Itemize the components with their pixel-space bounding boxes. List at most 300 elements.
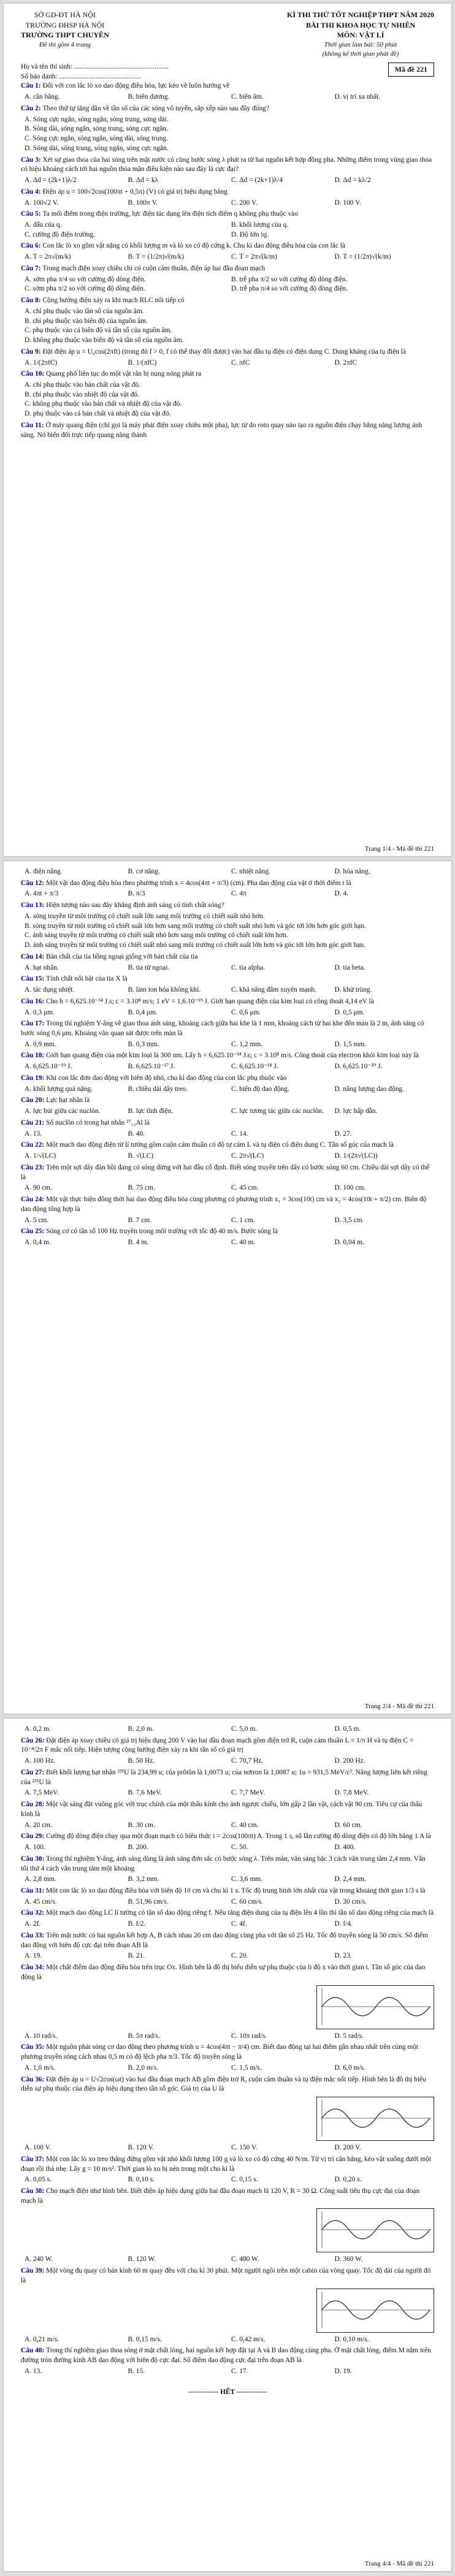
question-number: Câu 13: xyxy=(21,902,47,910)
question-text xyxy=(21,975,434,984)
answer-option: A. 7,5 MeV. xyxy=(25,1789,59,1797)
question-item xyxy=(21,2155,434,2185)
answer-options xyxy=(21,2367,434,2377)
question-text xyxy=(21,1119,434,1128)
answer-option: B. √(LC) xyxy=(128,1152,154,1160)
answer-option: A. 13. xyxy=(25,2367,42,2375)
question-item xyxy=(21,879,434,899)
question-number: Câu 37: xyxy=(21,2155,47,2163)
answer-option: C. Δd = (2k+1)λ/4 xyxy=(231,177,283,184)
question-stem: Lực hạt nhân là xyxy=(46,1096,90,1104)
answer-option: D. lực hấp dẫn. xyxy=(334,1108,378,1115)
answer-option: B. sóng truyền từ môi trường có chiết suất lớn hơn sang môi trường có chiết suất nhỏ hơn và góc tới lớn hơn góc giới hạn. xyxy=(25,922,366,930)
page-footer: Trang 2/4 - Mã đề thi 221 xyxy=(364,1703,434,1710)
question-stem: Sóng cơ có tần số 100 Hz truyền trong môi trường với tốc độ 40 m/s. Bước sóng là xyxy=(46,1228,278,1236)
answer-options xyxy=(21,359,434,368)
answer-option: C. 150 V. xyxy=(231,2144,258,2152)
answer-option: A. điện năng. xyxy=(25,868,63,875)
question-text xyxy=(21,997,434,1007)
answer-options xyxy=(21,2255,434,2265)
question-number: Câu 25: xyxy=(21,1228,47,1236)
answer-option: B. 3,2 mm. xyxy=(128,1875,159,1883)
exam-page-2 xyxy=(4,861,451,1714)
answer-options xyxy=(21,1875,434,1885)
answer-option: D. 3,5 cm. xyxy=(334,1216,364,1224)
question-stem: Bản chất của tia hồng ngoại giống với bản chất của tia xyxy=(46,952,198,960)
answer-option: D. vị trí xa nhất. xyxy=(334,93,381,101)
question-item xyxy=(21,1800,434,1830)
question-number: Câu 8: xyxy=(21,297,43,305)
university: TRƯỜNG ĐHSP HÀ NỘI xyxy=(25,20,105,29)
question-stem: Cường độ dòng điện chạy qua một đoạn mạch có biểu thức i = 2cos(100πt) A. Trong 1 s, số lần cường độ dòng điện có độ lớn bằng 1 A là xyxy=(46,1833,431,1841)
answer-option: A. 45 cm/s. xyxy=(25,1898,57,1905)
question-text xyxy=(21,1051,434,1061)
question-item xyxy=(21,867,434,877)
answer-option: A. lực hút giữa các nuclôn. xyxy=(25,1108,101,1115)
answer-option: D. 4. xyxy=(334,890,348,898)
question-text xyxy=(21,1195,434,1214)
answer-option: D. 360 W. xyxy=(334,2255,363,2263)
answer-option: C. 40 cm. xyxy=(231,1821,259,1829)
answer-options xyxy=(21,199,434,208)
question-item xyxy=(21,1195,434,1225)
answer-option: C. khả năng đâm xuyên mạnh. xyxy=(231,986,316,994)
question-item xyxy=(21,2043,434,2073)
question-list xyxy=(21,1725,434,2377)
answer-option: C. 480 W. xyxy=(231,2255,259,2263)
end-marker: ------------- HẾT ------------- xyxy=(188,2388,267,2396)
answer-option: A. 100 Hz. xyxy=(25,1757,55,1765)
question-item xyxy=(21,997,434,1017)
question-item xyxy=(21,2266,434,2344)
answer-option: C. πfC xyxy=(231,359,250,367)
answer-option: D. 60 cm. xyxy=(334,1821,362,1829)
question-item xyxy=(21,296,434,346)
question-stem: Đối với con lắc lò xo dao động điều hòa, lực kéo về luôn hướng về xyxy=(42,82,230,90)
question-item xyxy=(21,156,434,186)
answer-option: B. 1/(πfC) xyxy=(128,359,157,367)
answer-option: A. 10 rad/s. xyxy=(25,2032,58,2040)
answer-option: D. f/4. xyxy=(334,1920,353,1928)
question-item xyxy=(21,1096,434,1116)
answer-option: A. 13. xyxy=(25,1130,42,1138)
answer-options xyxy=(21,1130,434,1139)
question-item xyxy=(21,1074,434,1094)
answer-option: C. 20. xyxy=(231,1952,248,1960)
answer-option: B. 7,6 MeV. xyxy=(128,1789,162,1797)
answer-option: D. khử trùng. xyxy=(334,986,372,994)
school: TRƯỜNG THPT CHUYÊN xyxy=(21,31,109,40)
answer-option: B. 6,625.10⁻¹⁷ J. xyxy=(128,1063,175,1071)
answer-option: C. 50. xyxy=(231,1844,248,1852)
answer-option: A. hạt nhân. xyxy=(25,963,59,971)
question-number: Câu 36: xyxy=(21,2075,47,2083)
exam-subject: MÔN: VẬT LÍ xyxy=(337,31,384,40)
answer-option: D. hóa năng. xyxy=(334,868,370,875)
answer-option: D. T = (1/2π)√(k/m) xyxy=(334,253,391,261)
answer-option: B. cơ năng. xyxy=(128,868,160,875)
question-stem: Giới hạn quang điện của một kim loại là 300 nm. Lấy h = 6,625.10⁻³⁴ J.s; c = 3.10⁸ m/s. Công thoát của electron khỏi kim loại này là xyxy=(46,1052,419,1060)
question-text xyxy=(21,296,434,306)
question-number: Câu 29: xyxy=(21,1833,47,1841)
answer-option: A. 100. xyxy=(25,1844,45,1852)
answer-option: D. 2πfC xyxy=(334,359,358,367)
answer-options xyxy=(21,2032,434,2042)
answer-option: B. 51,96 cm/s. xyxy=(128,1898,169,1905)
question-number: Câu 7: xyxy=(21,264,43,272)
question-stem: Số nuclôn có trong hạt nhân ²⁷₁₃Al là xyxy=(46,1119,150,1127)
question-stem: Ở máy quang điện (chỉ gọi là máy phát điện xoay chiều một pha), lực từ do roto quay nào tạo ra nguồn điện chạy bằng năng lượng ánh sáng. Nó biến đổi trực tiếp quang năng thành xyxy=(21,421,422,439)
answer-option: B. T = (1/2π)√(m/k) xyxy=(128,253,184,261)
answer-option: A. 100 V. xyxy=(25,2144,52,2152)
question-text xyxy=(21,1096,434,1106)
answer-option: D. 23. xyxy=(334,1952,352,1960)
answer-option: A. khối lượng quả nặng. xyxy=(25,1085,93,1093)
question-stem: Trong thí nghiệm Y-âng về giao thoa ánh sáng, khoảng cách giữa hai khe là 1 mm, khoảng cách từ hai khe đến màn là 2 m, ánh sáng có bước sóng 0,6 μm. Khoảng vân quan sát được trên màn là xyxy=(21,1020,424,1038)
answer-option: B. tia tử ngoại. xyxy=(128,963,170,971)
question-text xyxy=(21,1227,434,1237)
answer-option: C. 70,7 Hz. xyxy=(231,1757,264,1765)
answer-options xyxy=(21,1757,434,1766)
answer-option: B. 50 Hz. xyxy=(128,1757,155,1765)
answer-option: B. 5π rad/s. xyxy=(128,2032,161,2040)
question-stem: Cộng hưởng điện xảy ra khi mạch RLC nối tiếp có xyxy=(42,297,185,305)
answer-option: D. 0,04 m. xyxy=(334,1238,364,1246)
answer-option: A. chỉ phụ thuộc vào bản chất của vật đó. xyxy=(25,381,140,389)
question-text xyxy=(21,348,434,357)
answer-option: D. trễ pha π/4 so với cường độ dòng điện. xyxy=(231,285,348,293)
question-text xyxy=(21,1141,434,1150)
question-text xyxy=(21,1886,434,1896)
answer-options xyxy=(21,963,434,973)
answer-options xyxy=(21,2064,434,2073)
question-stem: Trong mạch điện xoay chiều chỉ có cuộn cảm thuần, điện áp hai đầu đoạn mạch xyxy=(42,264,266,272)
question-stem: Một vật sáng đặt vuông góc với trục chính của một thấu kính cho ảnh ngược chiều, lớn gấp 2 lần vật, cách vật 90 cm. Tiêu cự của thấu kính là xyxy=(21,1801,422,1818)
answer-option: B. chiều dài dây treo. xyxy=(128,1085,188,1093)
question-text xyxy=(21,1163,434,1182)
answer-option: C. nhiệt năng. xyxy=(231,868,270,875)
question-number: Câu 4: xyxy=(21,188,43,196)
question-item xyxy=(21,975,434,995)
question-stem: Trong thí nghiệm Y-âng, ánh sáng dùng là ánh sáng đơn sắc có bước sóng λ. Trên màn, vân sáng bậc 3 cách vân trung tâm 2,4 mm. Vân tối thứ 4 cách vân trung tâm một khoảng xyxy=(21,1855,426,1872)
answer-option: D. 27. xyxy=(334,1130,352,1138)
answer-option: C. 3,6 mm. xyxy=(231,1875,262,1883)
question-stem: Trên mặt nước có hai nguồn kết hợp A, B cách nhau 20 cm dao động cùng pha với tần số 25 Hz. Tốc độ truyền sóng là 50 cm/s. Số điểm dao động với biên độ cực đại trên đoạn AB là xyxy=(21,1931,428,1949)
answer-option: B. khối lượng của q. xyxy=(231,221,289,229)
answer-options xyxy=(21,307,434,346)
question-text xyxy=(21,1909,434,1918)
answer-options xyxy=(21,889,434,899)
answer-option: D. 0,5 μm. xyxy=(334,1008,365,1016)
question-stem: Cho h = 6,625.10⁻³⁴ J.s; c = 3.10⁸ m/s; 1 eV = 1,6.10⁻¹⁹ J. Giới hạn quang điện của kim loại có công thoát 4,14 eV là xyxy=(46,997,374,1005)
question-text xyxy=(21,1800,434,1819)
answer-option: D. 2,4 mm. xyxy=(334,1875,367,1883)
question-number: Câu 11: xyxy=(21,421,46,429)
answer-option: A. 0,3 μm. xyxy=(25,1008,55,1016)
question-item xyxy=(21,1931,434,1961)
question-item xyxy=(21,1768,434,1798)
answer-option: D. 100 V. xyxy=(334,199,361,207)
question-text xyxy=(21,264,434,274)
answer-option: D. 7,8 MeV. xyxy=(334,1789,369,1797)
question-number: Câu 21: xyxy=(21,1119,47,1127)
answer-option: B. 2,0 m. xyxy=(128,1725,154,1733)
question-stem: Đặt điện áp u = U₀cos(2πft) (trong đó f > 0, f có thể thay đổi được) vào hai đầu tụ điện có điện dung C. Dung kháng của tụ điện là xyxy=(42,348,406,355)
question-stem: Một mạch dao động LC lí tưởng có tần số dao động riêng f. Nếu tăng điện dung của tụ điện lên 4 lần thì tần số dao động riêng của mạch là xyxy=(46,1909,434,1917)
question-number: Câu 6: xyxy=(21,242,43,250)
question-text xyxy=(21,952,434,962)
question-item xyxy=(21,1886,434,1907)
answer-options xyxy=(21,115,434,154)
question-stem: Trong thí nghiệm giao thoa sóng ở mặt chất lỏng, hai nguồn kết hợp đặt tại A và B dao động cùng pha. Ở mặt chất lỏng, điểm M nằm trên đường tròn đường kính AB dao động với biên độ cực đại. Số điểm dao động cực đại trên đoạn AB là xyxy=(21,2347,431,2365)
answer-options xyxy=(21,1788,434,1798)
question-text xyxy=(21,2266,434,2285)
answer-options xyxy=(21,2143,434,2153)
question-text xyxy=(21,210,434,219)
question-number: Câu 17: xyxy=(21,1020,47,1028)
question-item xyxy=(21,1832,434,1852)
answer-option: B. 15. xyxy=(128,2367,145,2375)
answer-option: C. cường độ điện trường. xyxy=(25,230,95,238)
question-number: Câu 38: xyxy=(21,2187,47,2195)
answer-options xyxy=(21,1216,434,1226)
answer-options xyxy=(21,986,434,995)
answer-option: B. 0,4 μm. xyxy=(128,1008,158,1016)
question-item xyxy=(21,901,434,951)
question-item xyxy=(21,1019,434,1049)
answer-options xyxy=(21,1898,434,1907)
answer-option: B. biên dương. xyxy=(128,93,170,101)
answer-option: B. 120 W. xyxy=(128,2255,156,2263)
answer-option: C. 40 m. xyxy=(231,1238,256,1246)
question-text xyxy=(21,2155,434,2174)
question-item xyxy=(21,1963,434,2041)
question-number: Câu 32: xyxy=(21,1909,47,1917)
answer-option: C. 7,7 MeV. xyxy=(231,1789,266,1797)
answer-option: C. biên độ dao động. xyxy=(231,1085,289,1093)
answer-option: A. 20 cm. xyxy=(25,1821,52,1829)
answer-option: C. 1,5 m/s. xyxy=(231,2064,262,2072)
exam-time: Thời gian làm bài: 50 phút xyxy=(324,40,397,48)
answer-option: A. 6,625.10⁻¹⁹ J. xyxy=(25,1063,72,1071)
answer-options xyxy=(21,221,434,240)
question-text xyxy=(21,1855,434,1874)
question-item xyxy=(21,188,434,208)
question-item xyxy=(21,210,434,240)
question-item xyxy=(21,1227,434,1247)
answer-options xyxy=(21,2175,434,2185)
question-list xyxy=(21,867,434,1248)
answer-option: D. 5 rad/s. xyxy=(334,2032,364,2040)
question-number: Câu 3: xyxy=(21,156,43,164)
question-stem: Một vật dao động điều hòa theo phương trình x = 4cos(4πt + π/3) (cm). Pha dao động của vật ở thời điểm t là xyxy=(46,879,351,887)
question-text xyxy=(21,2043,434,2062)
answer-options xyxy=(21,1843,434,1853)
answer-option: B. trễ pha π/2 so với cường độ dòng điện. xyxy=(231,275,348,283)
answer-option: C. Sóng cực ngắn, sóng ngắn, sóng dài, sóng trung. xyxy=(25,135,168,143)
question-stem: Con lắc lò xo gồm vật nặng có khối lượng m và lò xo có độ cứng k. Chu kì dao động điều hòa của con lắc là xyxy=(42,242,345,250)
question-item xyxy=(21,1855,434,1885)
exam-time-note: (không kể thời gian phát đề) xyxy=(322,50,399,58)
answer-option: C. 0,42 m/s. xyxy=(231,2335,266,2343)
question-figure xyxy=(316,1985,434,2029)
answer-option: D. Độ lớn |q|. xyxy=(231,230,269,238)
answer-option: C. 0,15 s. xyxy=(231,2176,258,2184)
question-stem: Theo thứ tự tăng dần về tần số của các sóng vô tuyến, sắp xếp nào sau đây đúng? xyxy=(42,104,269,112)
answer-option: A. 0,21 m/s. xyxy=(25,2335,59,2343)
candidate-number: Số báo danh: ............................................... xyxy=(21,72,142,80)
answer-option: B. 40. xyxy=(128,1130,145,1138)
question-list xyxy=(21,82,434,440)
question-number: Câu 28: xyxy=(21,1801,47,1809)
answer-option: A. 19. xyxy=(25,1952,42,1960)
answer-option: C. lực tương tác giữa các nuclôn. xyxy=(231,1108,324,1115)
question-stem: Một vật thực hiện đồng thời hai dao động điều hòa cùng phương có phương trình x₁ = 3cos(10t) cm và x₂ = 4cos(10t + π/2) cm. Biên độ dao động tổng hợp là xyxy=(21,1196,427,1213)
answer-option: D. 200 Hz. xyxy=(334,1757,365,1765)
answer-options xyxy=(21,867,434,877)
question-text xyxy=(21,421,434,440)
question-stem: Hiện tượng nào sau đây khẳng định ánh sáng có tính chất sóng? xyxy=(46,902,224,910)
answer-option: C. 6,625.10⁻¹⁸ J. xyxy=(231,1063,278,1071)
question-stem: Biết khối lượng hạt nhân ²³⁵U là 234,99 u; của prôtôn là 1,0073 u; của nơtron là 1,0087 u; 1u = 931,5 MeV/c². Năng lượng liên kết riêng của ²³⁵U là xyxy=(21,1768,427,1786)
answer-option: A. cân bằng. xyxy=(25,93,60,101)
answer-option: B. chỉ phụ thuộc vào nhiệt độ của vật đó. xyxy=(25,390,139,398)
answer-options xyxy=(21,253,434,262)
question-text xyxy=(21,156,434,175)
question-number: Câu 5: xyxy=(21,210,43,218)
answer-options xyxy=(21,1725,434,1734)
question-number: Câu 39: xyxy=(21,2267,47,2275)
question-number: Câu 24: xyxy=(21,1196,47,1204)
answer-option: A. 240 W. xyxy=(25,2255,53,2263)
answer-option: C. 0,6 μm. xyxy=(231,1008,261,1016)
answer-option: D. Sóng dài, sóng trung, sóng ngắn, sóng cực ngắn. xyxy=(25,144,169,152)
answer-option: A. 0,9 mm. xyxy=(25,1040,56,1048)
answer-options xyxy=(21,1008,434,1018)
question-stem: Cho mạch điện như hình bên. Biết điện áp hiệu dụng giữa hai đầu đoạn mạch là 120 V, R = 30 Ω. Công suất tiêu thụ cực đại của đoạn mạch là xyxy=(21,2187,420,2205)
question-text xyxy=(21,1736,434,1755)
answer-option: A. tác dụng nhiệt. xyxy=(25,986,75,994)
candidate-name: Họ và tên thí sinh: ...................................................... xyxy=(21,63,169,70)
question-text xyxy=(21,1019,434,1038)
question-item xyxy=(21,2187,434,2265)
question-text xyxy=(21,82,434,91)
question-number: Câu 9: xyxy=(21,348,43,355)
question-figure xyxy=(316,2289,434,2333)
answer-option: A. 1/(2πfC) xyxy=(25,359,58,367)
answer-option: D. 100 cm. xyxy=(334,1184,366,1192)
answer-option: B. 0,3 mm. xyxy=(128,1040,159,1048)
answer-option: B. làm ion hóa không khí. xyxy=(128,986,201,994)
question-item xyxy=(21,952,434,973)
question-text xyxy=(21,879,434,889)
exam-code: Mã đề 221 xyxy=(388,63,434,77)
exam-subject-group: BÀI THI KHOA HỌC TỰ NHIÊN xyxy=(305,20,416,29)
question-item xyxy=(21,370,434,419)
question-number: Câu 27: xyxy=(21,1768,47,1776)
question-number: Câu 34: xyxy=(21,1964,47,1972)
exam-page-3 xyxy=(4,1719,451,2571)
answer-option: B. chỉ phụ thuộc vào biên độ của nguồn âm. xyxy=(25,317,148,325)
question-text xyxy=(21,2187,434,2206)
answer-option: C. 1,2 mm. xyxy=(231,1040,262,1048)
answer-option: B. lực tĩnh điện. xyxy=(128,1108,174,1115)
answer-option: A. 0,4 m. xyxy=(25,1238,51,1246)
answer-option: B. 4 m. xyxy=(128,1238,149,1246)
answer-option: D. 0,5 m. xyxy=(334,1725,361,1733)
exam-page-1 xyxy=(4,4,451,856)
question-text xyxy=(21,2075,434,2094)
question-stem: Một mạch dao động điện từ lí tưởng gồm cuộn cảm thuần có độ tự cảm L và tụ điện có điện dung C. Tần số góc của mạch là xyxy=(46,1141,394,1149)
answer-option: D. 1,5 mm. xyxy=(334,1040,367,1048)
question-figure xyxy=(316,2208,434,2252)
question-text xyxy=(21,370,434,379)
question-item xyxy=(21,241,434,262)
question-item xyxy=(21,1051,434,1071)
question-text xyxy=(21,104,434,114)
question-item xyxy=(21,348,434,368)
answer-options xyxy=(21,2335,434,2345)
answer-option: C. 2π√(LC) xyxy=(231,1152,264,1160)
answer-option: C. 17. xyxy=(231,2367,248,2375)
answer-option: D. 30 cm/s. xyxy=(334,1898,367,1905)
answer-option: C. 14. xyxy=(231,1130,248,1138)
page-footer: Trang 1/4 - Mã đề thi 221 xyxy=(364,845,434,853)
answer-option: A. 90 cm. xyxy=(25,1184,52,1192)
question-item xyxy=(21,1725,434,1734)
answer-options xyxy=(21,93,434,102)
answer-option: C. biên âm. xyxy=(231,93,264,101)
answer-option: C. 4π xyxy=(231,890,247,898)
answer-option: A. 2,8 mm. xyxy=(25,1875,56,1883)
question-item xyxy=(21,1909,434,1929)
answer-options xyxy=(21,1821,434,1831)
answer-option: A. sóng truyền từ môi trường có chiết suất lớn sang môi trường có chiết suất nhỏ hơn. xyxy=(25,912,265,920)
exam-title: KÌ THI THỬ TỐT NGHIỆP THPT NĂM 2020 xyxy=(287,10,434,19)
question-text xyxy=(21,241,434,251)
question-number: Câu 30: xyxy=(21,1855,47,1863)
answer-option: B. 200. xyxy=(128,1844,148,1852)
question-number: Câu 23: xyxy=(21,1163,47,1171)
answer-option: A. dấu của q. xyxy=(25,221,62,229)
answer-option: C. sớm pha π/2 so với cường độ dòng điện. xyxy=(25,285,145,293)
page-count: Đề thi gồm 4 trang xyxy=(39,40,91,48)
question-text xyxy=(21,1832,434,1842)
question-number: Câu 10: xyxy=(21,370,47,378)
answer-option: B. 0,15 m/s. xyxy=(128,2335,162,2343)
answer-option: B. Sóng dài, sóng ngắn, sóng trung, sóng cực ngắn. xyxy=(25,125,168,133)
answer-option: D. không phụ thuộc vào biên độ và tần số của nguồn âm. xyxy=(25,336,184,344)
answer-option: B. π/3 xyxy=(128,890,145,898)
answer-option: B. 120 V. xyxy=(128,2144,155,2152)
question-stem: Một nguồn phát sóng cơ dao động theo phương trình u = 4cos(4πt − π/4) cm. Biết dao động tại hai điểm gần nhau nhất trên cùng một phương truyền sóng cách nhau 0,5 m có độ lệch pha π/3. Tốc độ truyền sóng là xyxy=(21,2043,419,2061)
question-number: Câu 20: xyxy=(21,1096,47,1104)
answer-option: D. 6,625.10⁻²⁰ J. xyxy=(334,1063,383,1071)
department: SỞ GD-ĐT HÀ NỘI xyxy=(34,10,96,19)
question-item xyxy=(21,82,434,102)
question-item xyxy=(21,264,434,294)
question-text xyxy=(21,2346,434,2365)
answer-options xyxy=(21,275,434,294)
answer-option: A. Δd = (2k+1)λ/2 xyxy=(25,177,77,184)
question-number: Câu 16: xyxy=(21,997,47,1005)
question-stem: Một con lắc lò xo dao động điều hòa với biên độ 10 cm và chu kì 1 s. Tốc độ trung bình lớn nhất của vật trong khoảng thời gian 1/3 s là xyxy=(46,1887,426,1895)
question-item xyxy=(21,421,434,440)
question-stem: Một con lắc lò xo treo thẳng đứng gồm vật nhỏ khối lượng 100 g và lò xo có độ cứng 40 N/m. Từ vị trí cân bằng, kéo vật xuống dưới một đoạn rồi thả nhẹ. Lấy g = 10 m/s². Thời gian lò xo bị nén trong một chu kì là xyxy=(21,2155,432,2173)
answer-option: B. 30 cm. xyxy=(128,1821,155,1829)
answer-options xyxy=(21,1920,434,1929)
question-number: Câu 1: xyxy=(21,82,43,90)
